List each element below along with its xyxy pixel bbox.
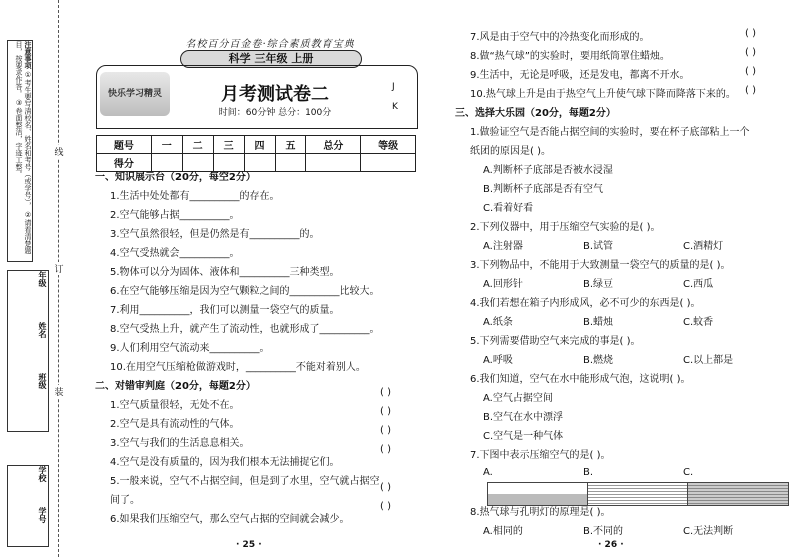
choice-option[interactable]: A.注射器 (483, 241, 523, 252)
choice-question: 4.我们若想在箱子内形成风，必不可少的东西是( )。 (470, 298, 701, 309)
fill-question: 5.物体可以分为固体、液体和__________三种类型。 (110, 267, 340, 278)
table-cell: 得分 (97, 154, 152, 172)
left-column (95, 168, 415, 529)
fill-question: 6.在空气能够压缩是因为空气颗粒之间的__________比较大。 (110, 286, 380, 297)
name-label: 姓名 (38, 322, 47, 339)
choice-option[interactable] (683, 463, 783, 506)
choice-option[interactable]: C.无法判断 (683, 526, 734, 537)
choice-option[interactable]: C.蚊香 (683, 317, 714, 328)
id-label: 学号 (38, 507, 47, 524)
fill-question: 3.空气虽然很轻，但是仍然是有__________的。 (110, 229, 320, 240)
table-cell: 等级 (361, 136, 416, 154)
grade-class-box (7, 270, 49, 432)
table-row (97, 136, 416, 154)
fill-question: 8.空气受热上升，就产生了流动性，也就形成了__________。 (110, 324, 380, 335)
choice-option[interactable]: C.酒精灯 (683, 241, 724, 252)
tf-question: 3.空气与我们的生活息息相关。 (110, 438, 250, 449)
choice-question: 7.下图中表示压缩空气的是( )。 (470, 450, 611, 461)
side-letter: K (392, 102, 398, 112)
choice-option[interactable]: B.判断杯子底部是否有空气 (483, 184, 604, 195)
choice-option[interactable]: B.绿豆 (583, 279, 614, 290)
tf-question: 9.生活中，无论是呼吸，还是发电，都离不开水。 (470, 70, 690, 81)
school-label: 学校 (38, 466, 47, 482)
table-cell: 一 (151, 136, 182, 154)
tf-question: 7.风是由于空气中的冷热变化而形成的。 (470, 32, 650, 43)
choice-question-cont: 纸团的原因是( )。 (470, 146, 551, 157)
table-cell: 五 (275, 136, 306, 154)
notice-line: ①考生要写清校名、姓名和考号（或学号）， (24, 71, 32, 209)
tf-question: 10.热气球上升是由于热空气上升使气球下降而降落下来的。 (470, 89, 736, 100)
table-cell: 题号 (97, 136, 152, 154)
option-letter: A. (483, 466, 493, 478)
score-table (96, 135, 416, 172)
series-banner: 名校百分百金卷·综合素质教育宝典 (185, 39, 355, 50)
tf-question: 6.如果我们压缩空气，那么空气占据的空间就会减少。 (110, 514, 350, 525)
exam-meta: 时间：60分钟 总分：100分 (218, 108, 332, 118)
fill-question: 1.生活中处处都有__________的存在。 (110, 191, 280, 202)
section-heading: 一、知识展示台（20分，每空2分） (95, 172, 256, 183)
choice-option[interactable] (483, 463, 583, 506)
answer-paren[interactable]: ( ) (745, 85, 756, 96)
section-heading: 三、选择大乐园（20分，每题2分） (455, 108, 616, 119)
answer-paren[interactable]: ( ) (745, 47, 756, 58)
syringe-figure-icon (487, 482, 589, 506)
tf-question: 2.空气是具有流动性的气体。 (110, 419, 240, 430)
answer-paren[interactable]: ( ) (745, 66, 756, 77)
tf-question: 8.做“热气球”的实验时，要用纸筒罩住蜡烛。 (470, 51, 670, 62)
table-cell: 三 (213, 136, 244, 154)
cut-mark: 订 (54, 262, 64, 275)
answer-paren[interactable]: ( ) (380, 425, 391, 436)
choice-question: 3.下列物品中，不能用于大致测量一袋空气的质量的是( )。 (470, 260, 731, 271)
mascot-logo: 快乐学习精灵 (100, 72, 170, 116)
page-number: · 26 · (598, 540, 624, 550)
subject-pill: 科学 三年级 上册 (180, 50, 362, 68)
fill-question: 7.利用__________，我们可以测量一袋空气的质量。 (110, 305, 340, 316)
choice-option[interactable]: C.空气是一种气体 (483, 431, 564, 442)
fill-question: 2.空气能够占据__________。 (110, 210, 240, 221)
cut-mark: 线 (54, 145, 64, 158)
choice-option[interactable]: A.回形针 (483, 279, 523, 290)
right-column (455, 28, 785, 541)
syringe-figure-icon (687, 482, 789, 506)
choice-options (455, 351, 785, 370)
choice-option[interactable]: B.不同的 (583, 526, 624, 537)
choice-option[interactable]: B.空气在水中漂浮 (483, 412, 564, 423)
tf-question: 5.一般来说，空气不占据空间，但是到了水里，空气就占据空 (110, 476, 380, 487)
notice-label: 注意事项 (24, 41, 32, 69)
answer-paren[interactable]: ( ) (745, 28, 756, 39)
choice-question: 1.做验证空气是否能占据空间的实验时，要在杯子底部粘上一个 (470, 127, 750, 138)
syringe-figure-icon (587, 482, 689, 506)
choice-option[interactable]: A.呼吸 (483, 355, 513, 366)
fill-question: 9.人们利用空气流动来__________。 (110, 343, 270, 354)
choice-option[interactable]: B.试管 (583, 241, 614, 252)
cut-line (58, 0, 59, 557)
choice-options (455, 275, 785, 294)
notice-line: ③卷面整洁，字迹工整。 (15, 99, 23, 178)
choice-option[interactable]: C.以上都是 (683, 355, 734, 366)
choice-option[interactable]: C.西瓜 (683, 279, 714, 290)
page-number: · 25 · (236, 540, 262, 550)
choice-question: 6.我们知道，空气在水中能形成气泡，这说明( )。 (470, 374, 691, 385)
choice-options (455, 313, 785, 332)
choice-question: 8.热气球与孔明灯的原理是( )。 (470, 507, 611, 518)
answer-paren[interactable]: ( ) (380, 444, 391, 455)
fill-question: 4.空气受热就会__________。 (110, 248, 240, 259)
choice-option[interactable]: C.看着好看 (483, 203, 534, 214)
binding-margin (0, 0, 58, 557)
answer-paren[interactable]: ( ) (380, 387, 391, 398)
choice-question: 2.下列仪器中，用于压缩空气实验的是( )。 (470, 222, 661, 233)
school-id-box (7, 465, 49, 547)
answer-paren[interactable]: ( ) (380, 501, 391, 512)
notice-line: ②请看清楚题目，按要求作答。 (15, 41, 32, 254)
choice-question: 5.下列需要借助空气来完成的事是( )。 (470, 336, 641, 347)
choice-option[interactable]: B.蜡烛 (583, 317, 614, 328)
grade-label: 年级 (38, 271, 47, 287)
choice-option[interactable]: A.空气占据空间 (483, 393, 553, 404)
table-cell: 二 (182, 136, 213, 154)
choice-option[interactable]: A.判断杯子底部是否被水浸湿 (483, 165, 613, 176)
choice-option[interactable]: B.燃烧 (583, 355, 614, 366)
exam-title: 月考测试卷二 (221, 84, 329, 105)
choice-options (455, 522, 785, 541)
answer-paren[interactable]: ( ) (380, 482, 391, 493)
tf-question: 1.空气质量很轻，无处不在。 (110, 400, 240, 411)
choice-option[interactable] (583, 463, 683, 506)
choice-options (455, 465, 785, 503)
choice-option[interactable]: A.纸条 (483, 317, 513, 328)
tf-question: 4.空气是没有质量的，因为我们根本无法捕捉它们。 (110, 457, 340, 468)
choice-option[interactable]: A.相同的 (483, 526, 523, 537)
class-label: 班级 (38, 373, 47, 390)
option-letter: B. (583, 466, 594, 478)
tf-question: 间了。 (110, 495, 140, 506)
section-heading: 二、对错审判庭（20分，每题2分） (95, 381, 256, 392)
answer-paren[interactable]: ( ) (380, 406, 391, 417)
fill-question: 10.在用空气压缩枪做游戏时，__________不能对着别人。 (110, 362, 366, 373)
table-cell: 四 (244, 136, 275, 154)
option-letter: C. (683, 466, 694, 478)
notice-box (7, 40, 33, 262)
side-letter: J (392, 82, 395, 92)
cut-mark: 装 (54, 385, 64, 398)
choice-options (455, 237, 785, 256)
table-cell: 总分 (306, 136, 361, 154)
